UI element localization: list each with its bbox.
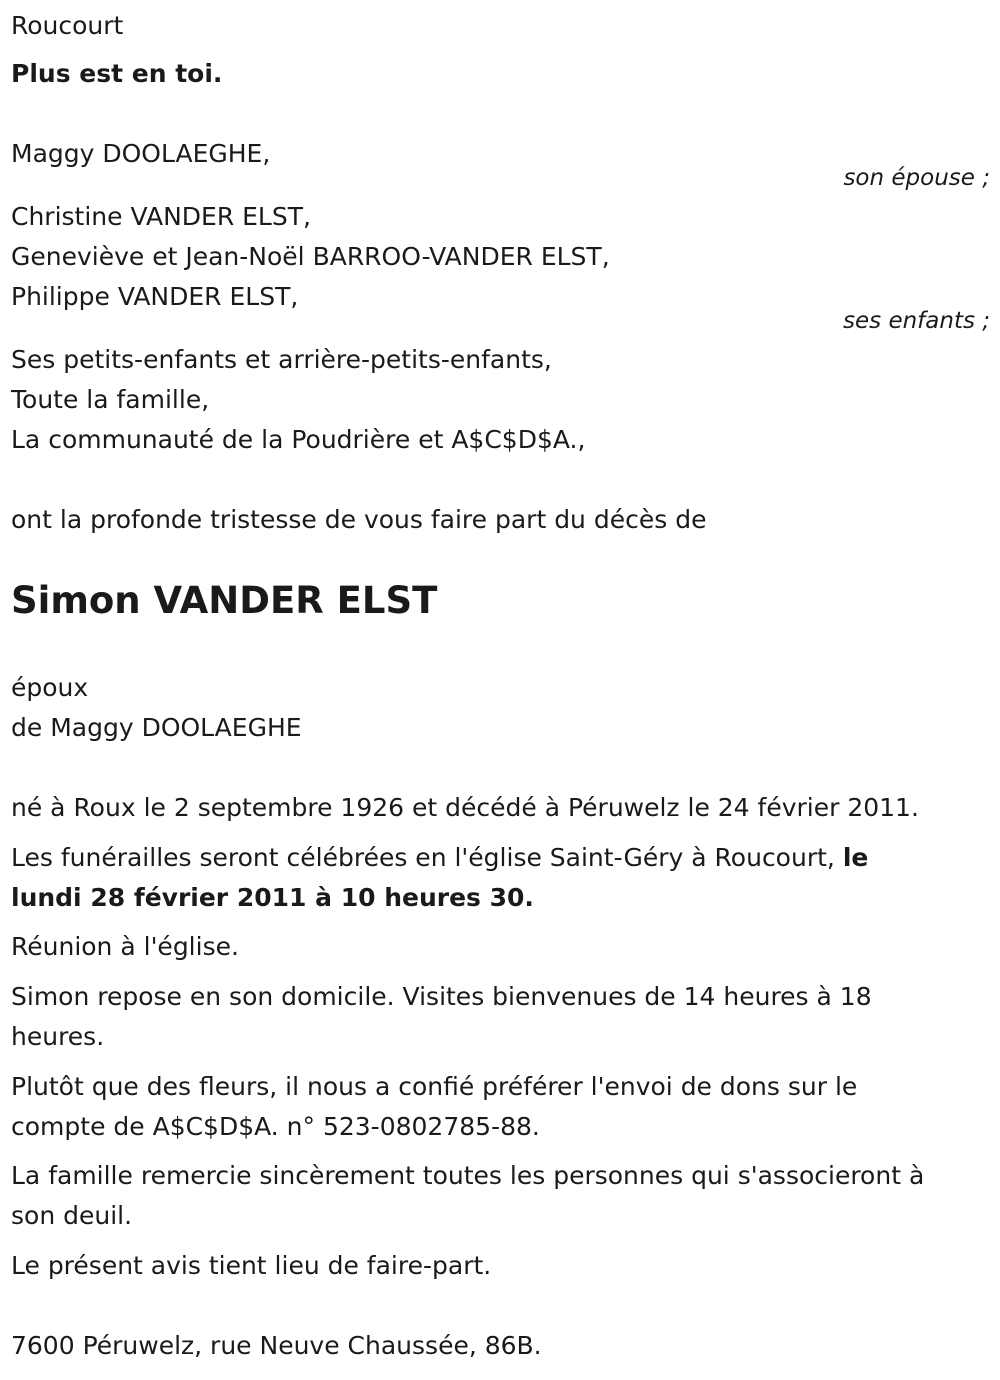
deceased-name: Simon VANDER ELST bbox=[11, 579, 438, 622]
donation-line-2: compte de A$C$D$A. n° 523-0802785-88. bbox=[11, 1112, 540, 1141]
thanks-line-1: La famille remercie sincèrement toutes les personnes qui s'associeront à bbox=[11, 1161, 925, 1190]
relation-line-1: époux bbox=[11, 673, 89, 702]
visits-line-2: heures. bbox=[11, 1022, 105, 1051]
funeral-date-start: le bbox=[842, 843, 869, 872]
relatives-2: Toute la famille, bbox=[11, 385, 210, 414]
relatives-1: Ses petits-enfants et arrière-petits-enfants, bbox=[11, 345, 552, 374]
motto: Plus est en toi. bbox=[11, 59, 223, 88]
children-role: ses enfants ; bbox=[843, 308, 990, 334]
child-1: Christine VANDER ELST, bbox=[11, 202, 311, 231]
announcement: ont la profonde tristesse de vous faire part du décès de bbox=[11, 505, 707, 534]
relation-line-2: de Maggy DOOLAEGHE bbox=[11, 713, 302, 742]
location: Roucourt bbox=[11, 11, 124, 40]
address: 7600 Péruwelz, rue Neuve Chaussée, 86B. bbox=[11, 1331, 542, 1360]
donation-line-1: Plutôt que des fleurs, il nous a confié préférer l'envoi de dons sur le bbox=[11, 1072, 858, 1101]
relatives-3: La communauté de la Poudrière et A$C$D$A., bbox=[11, 425, 586, 454]
funeral-date: lundi 28 février 2011 à 10 heures 30. bbox=[11, 883, 534, 912]
child-3: Philippe VANDER ELST, bbox=[11, 282, 299, 311]
birth-death: né à Roux le 2 septembre 1926 et décédé à Péruwelz le 24 février 2011. bbox=[11, 793, 919, 822]
funeral-text: Les funérailles seront célébrées en l'église Saint-Géry à Roucourt, bbox=[11, 843, 843, 872]
child-2: Geneviève et Jean-Noël BARROO-VANDER ELST, bbox=[11, 242, 610, 271]
visits-line-1: Simon repose en son domicile. Visites bienvenues de 14 heures à 18 bbox=[11, 982, 872, 1011]
spouse-role: son épouse ; bbox=[843, 165, 990, 191]
funeral-line-1 bbox=[11, 838, 868, 878]
thanks-line-2: son deuil. bbox=[11, 1201, 133, 1230]
meeting: Réunion à l'église. bbox=[11, 932, 239, 961]
spouse-name: Maggy DOOLAEGHE, bbox=[11, 139, 271, 168]
notice: Le présent avis tient lieu de faire-part. bbox=[11, 1251, 492, 1280]
